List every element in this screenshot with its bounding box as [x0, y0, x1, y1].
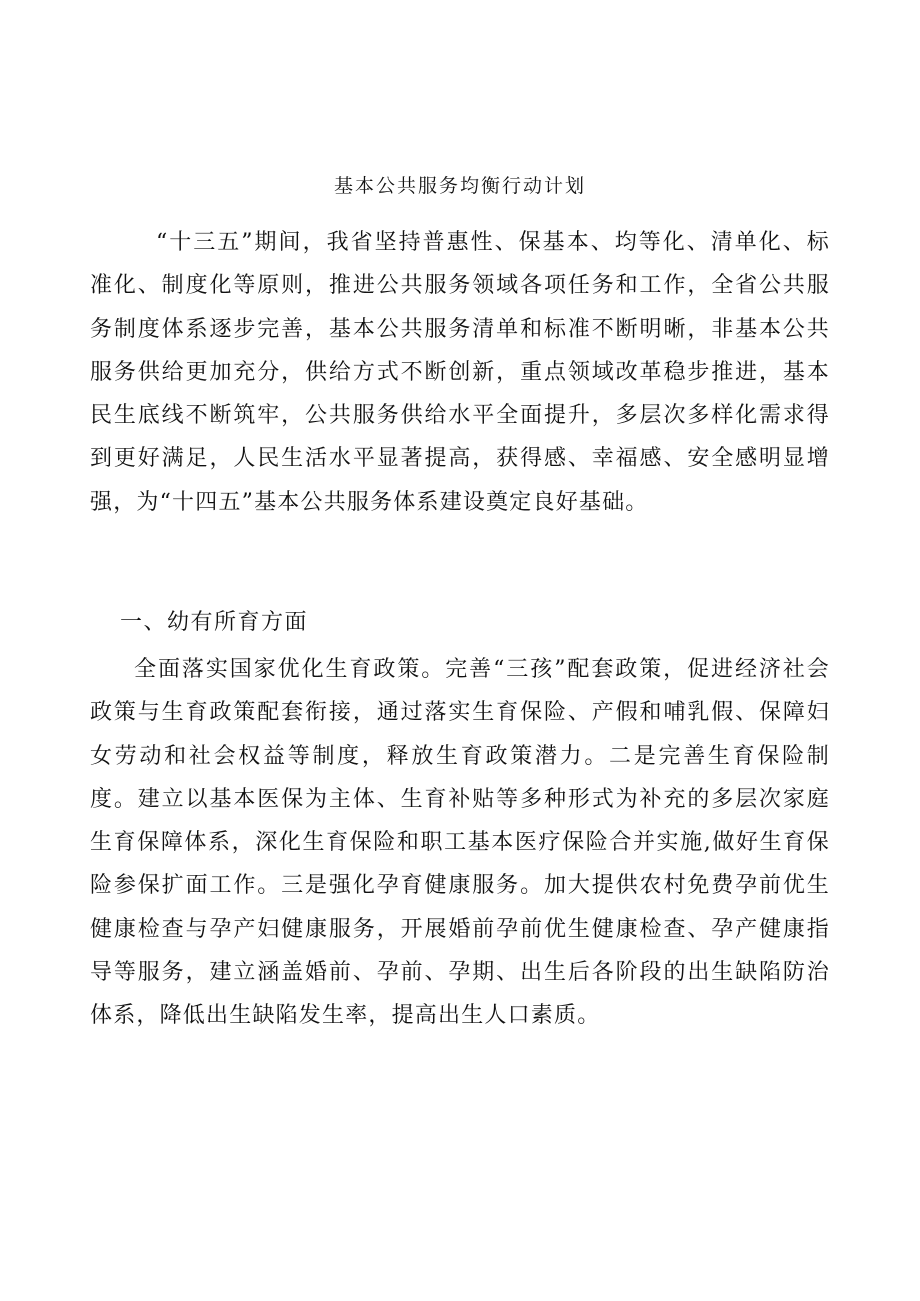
section-heading: 一、幼有所育方面 [120, 610, 309, 635]
intro-paragraph: “十三五”期间，我省坚持普惠性、保基本、均等化、清单化、标准化、制度化等原则，推进公共服务领域各项任务和工作，全省公共服务制度体系逐步完善，基本公共服务清单和标准不断明晰，非基本公共服务供给更加充分，供给方式不断创新，重点领域改革稳步推进，基本民生底线不断筑牢，公共服务供给水平全面提升，多层次多样化需求得到更好满足，人民生活水平显著提高，获得感、幸福感、安全感明显增强，为“十四五”基本公共服务体系建设奠定良好基础。 [90, 230, 830, 515]
section-paragraph: 全面落实国家优化生育政策。完善“三孩”配套政策，促进经济社会政策与生育政策配套衔接，通过落实生育保险、产假和哺乳假、保障妇女劳动和社会权益等制度，释放生育政策潜力。二是完善生育保险制度。建立以基本医保为主体、生育补贴等多种形式为补充的多层次家庭生育保障体系，深化生育保险和职工基本医疗保险合并实施,做好生育保险参保扩面工作。三是强化孕育健康服务。加大提供农村免费孕前优生健康检查与孕产妇健康服务，开展婚前孕前优生健康检查、孕产健康指导等服务，建立涵盖婚前、孕前、孕期、出生后各阶段的出生缺陷防治体系，降低出生缺陷发生率，提高出生人口素质。 [90, 657, 830, 1029]
document-title: 基本公共服务均衡行动计划 [333, 175, 586, 197]
